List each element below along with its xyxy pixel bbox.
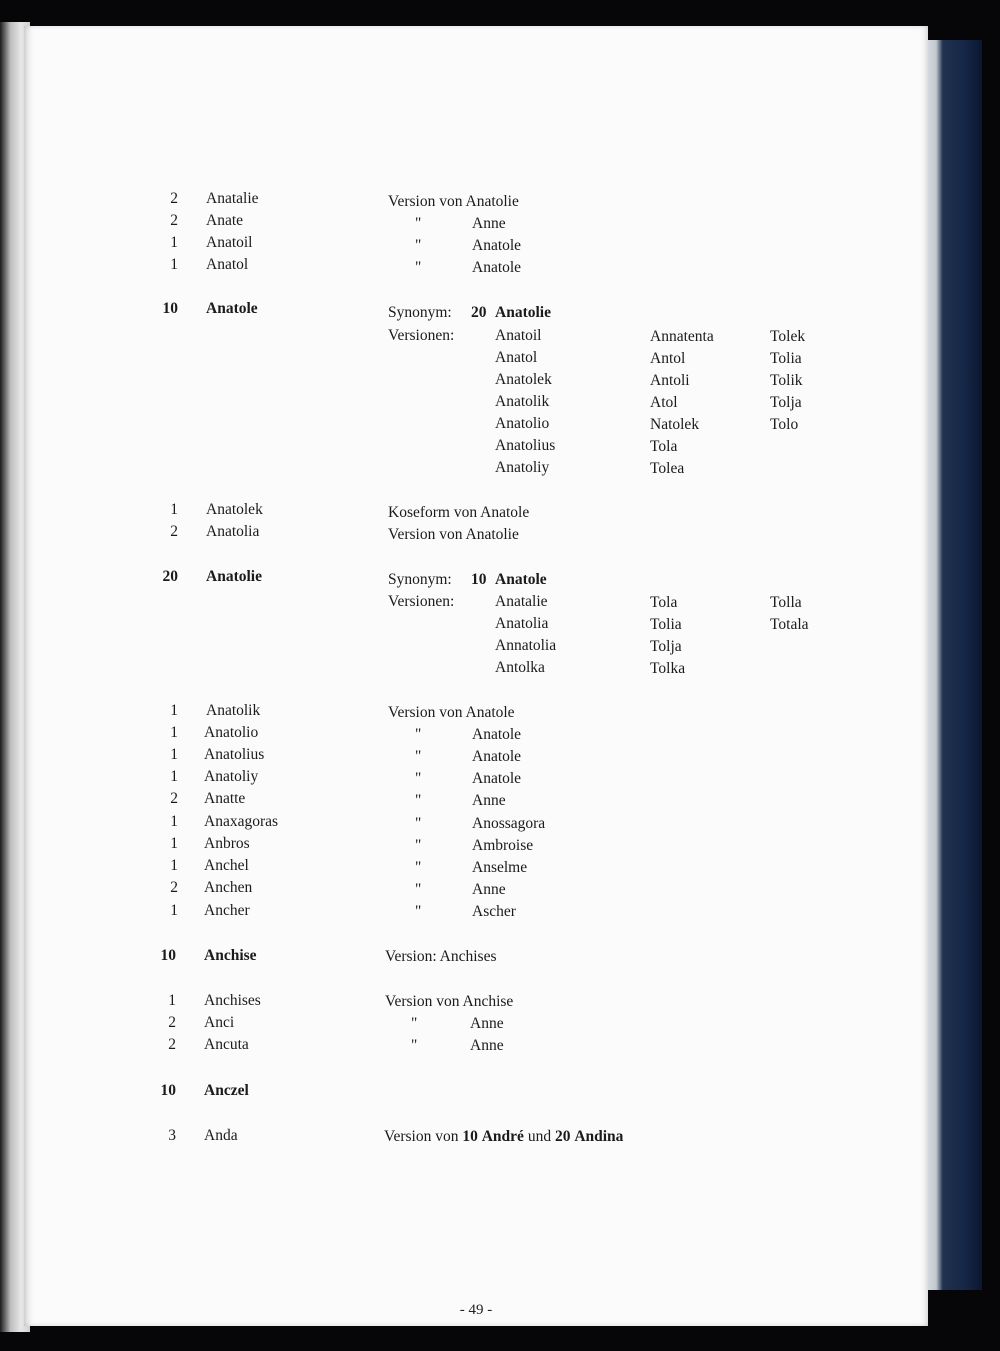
version-name: Antoli: [650, 372, 690, 389]
entry-count: 2: [168, 1014, 176, 1031]
entry-reference: Anne: [470, 1037, 504, 1054]
entry-count: 10: [160, 1082, 176, 1099]
entry-name: Anatolius: [204, 746, 265, 763]
version-name: Anatalie: [495, 593, 548, 610]
version-name: Tolka: [650, 660, 686, 677]
version-name: Tolik: [770, 372, 803, 389]
synonym-name: Anatolie: [495, 304, 551, 321]
entry-name: Anatolik: [206, 702, 261, 719]
entry-reference: Ascher: [472, 903, 516, 920]
entry-count: 10: [160, 947, 176, 964]
version-name: Anatoliy: [495, 459, 550, 476]
ditto-mark: ": [415, 770, 422, 787]
version-name: Tolo: [770, 416, 799, 433]
entry-reference: Anatole: [472, 748, 522, 765]
entry-reference: Anatole: [472, 770, 522, 787]
synonym-name: Anatole: [495, 571, 547, 588]
entry-count: 1: [170, 702, 178, 719]
versions-label: Versionen:: [388, 327, 455, 344]
ditto-mark: ": [415, 237, 422, 254]
entry-name: Anda: [204, 1127, 238, 1144]
ditto-mark: ": [415, 748, 422, 765]
version-name: Tolea: [650, 460, 685, 477]
entry-count: 1: [170, 902, 178, 919]
entry-name: Anchen: [204, 879, 253, 896]
version-name: Tolia: [770, 350, 802, 367]
synonym-count: 20: [471, 304, 487, 321]
entry-name: Anatolek: [206, 501, 263, 518]
synonym-label: Synonym:: [388, 571, 452, 588]
description-prefix: Version von: [384, 1128, 459, 1145]
version-name: Tolla: [770, 594, 802, 611]
entry-name: Anbros: [204, 835, 250, 852]
entry-reference: Anatole: [472, 259, 522, 276]
entry-count: 2: [168, 1036, 176, 1053]
entry-name: Anatolie: [206, 568, 262, 585]
reference-count: 20: [554, 1128, 571, 1145]
entry-count: 20: [162, 568, 178, 585]
entry-count: 1: [170, 256, 178, 273]
entry-name: Anatalie: [206, 190, 259, 207]
version-name: Tolja: [770, 394, 802, 411]
entry-name: Anatte: [204, 790, 246, 807]
ditto-mark: ": [411, 1037, 418, 1054]
entry-count: 1: [170, 835, 178, 852]
reference-name: André: [481, 1128, 524, 1145]
entry-description: Koseform von Anatole: [388, 504, 530, 521]
ditto-mark: ": [415, 815, 422, 832]
entry-name: Anate: [206, 212, 244, 229]
entry-count: 1: [168, 992, 176, 1009]
entry-reference: Ambroise: [472, 837, 534, 854]
entry-count: 2: [170, 212, 178, 229]
version-name: Tolia: [650, 616, 682, 633]
entry-name: Anci: [204, 1014, 235, 1031]
description-conjunction: und: [527, 1128, 552, 1145]
ditto-mark: ": [415, 792, 422, 809]
ditto-mark: ": [415, 726, 422, 743]
entry-reference: Anatole: [472, 726, 522, 743]
version-name: Tolja: [650, 638, 682, 655]
entry-name: Anatolia: [206, 523, 260, 540]
entry-reference: Anne: [470, 1015, 504, 1032]
version-name: Anatolik: [495, 393, 550, 410]
entry-count: 1: [170, 746, 178, 763]
entry-reference: Anne: [472, 215, 506, 232]
entry-count: 1: [170, 813, 178, 830]
ditto-mark: ": [415, 259, 422, 276]
entry-name: Anchises: [204, 992, 261, 1009]
entry-name: Anatoil: [206, 234, 253, 251]
entry-reference: Anossagora: [472, 815, 546, 832]
entry-count: 2: [170, 790, 178, 807]
entry-description: Version von Anatole: [388, 704, 515, 721]
version-name: Atol: [650, 394, 678, 411]
entry-count: 2: [170, 523, 178, 540]
ditto-mark: ": [415, 881, 422, 898]
book-page: [24, 26, 928, 1326]
page-number: - 49 -: [459, 1302, 493, 1318]
ditto-mark: ": [411, 1015, 418, 1032]
entry-description: [384, 1128, 623, 1146]
entry-count: 1: [170, 234, 178, 251]
entry-name: Anchel: [204, 857, 249, 874]
version-name: Anatolius: [495, 437, 556, 454]
entry-count: 10: [162, 300, 178, 317]
book-cover-edge: [926, 40, 982, 1290]
reference-name: Andina: [574, 1128, 624, 1145]
entry-count: 2: [170, 879, 178, 896]
version-name: Anatolia: [495, 615, 549, 632]
entry-name: Ancher: [204, 902, 250, 919]
entry-description: Version von Anchise: [385, 993, 514, 1010]
version-name: Tola: [650, 594, 678, 611]
entry-count: 3: [168, 1127, 176, 1144]
entry-reference: Anatole: [472, 237, 522, 254]
versions-label: Versionen:: [388, 593, 455, 610]
version-name: Tola: [650, 438, 678, 455]
version-name: Natolek: [650, 416, 700, 433]
entry-name: Anaxagoras: [204, 813, 279, 830]
version-name: Antolka: [495, 659, 545, 676]
version-name: Anatolio: [495, 415, 550, 432]
entry-reference: Anselme: [472, 859, 528, 876]
ditto-mark: ": [415, 859, 422, 876]
ditto-mark: ": [415, 215, 422, 232]
synonym-label: Synonym:: [388, 304, 452, 321]
ditto-mark: ": [415, 903, 422, 920]
entry-name: Anatole: [206, 300, 258, 317]
entry-count: 1: [170, 724, 178, 741]
entry-count: 1: [170, 857, 178, 874]
version-name: Antol: [650, 350, 686, 367]
entry-name: Anatoliy: [204, 768, 259, 785]
entry-description: Version von Anatolie: [388, 526, 519, 543]
synonym-count: 10: [471, 571, 487, 588]
entry-name: Anczel: [204, 1082, 249, 1099]
version-name: Tolek: [770, 328, 806, 345]
version-name: Anatoil: [495, 327, 542, 344]
entry-description: Version von Anatolie: [388, 193, 519, 210]
entry-name: Anchise: [204, 947, 257, 964]
version-name: Anatolek: [495, 371, 552, 388]
version-name: Annatolia: [495, 637, 557, 654]
entry-reference: Anne: [472, 881, 506, 898]
reference-count: 10: [462, 1128, 478, 1145]
ditto-mark: ": [415, 837, 422, 854]
entry-name: Ancuta: [204, 1036, 249, 1053]
version-name: Annatenta: [650, 328, 714, 345]
entry-count: 2: [170, 190, 178, 207]
entry-count: 1: [170, 501, 178, 518]
entry-name: Anatolio: [204, 724, 259, 741]
version-name: Anatol: [495, 349, 538, 366]
version-name: Totala: [770, 616, 809, 633]
entry-reference: Anne: [472, 792, 506, 809]
entry-description: Version: Anchises: [385, 948, 497, 965]
entry-name: Anatol: [206, 256, 249, 273]
entry-count: 1: [170, 768, 178, 785]
